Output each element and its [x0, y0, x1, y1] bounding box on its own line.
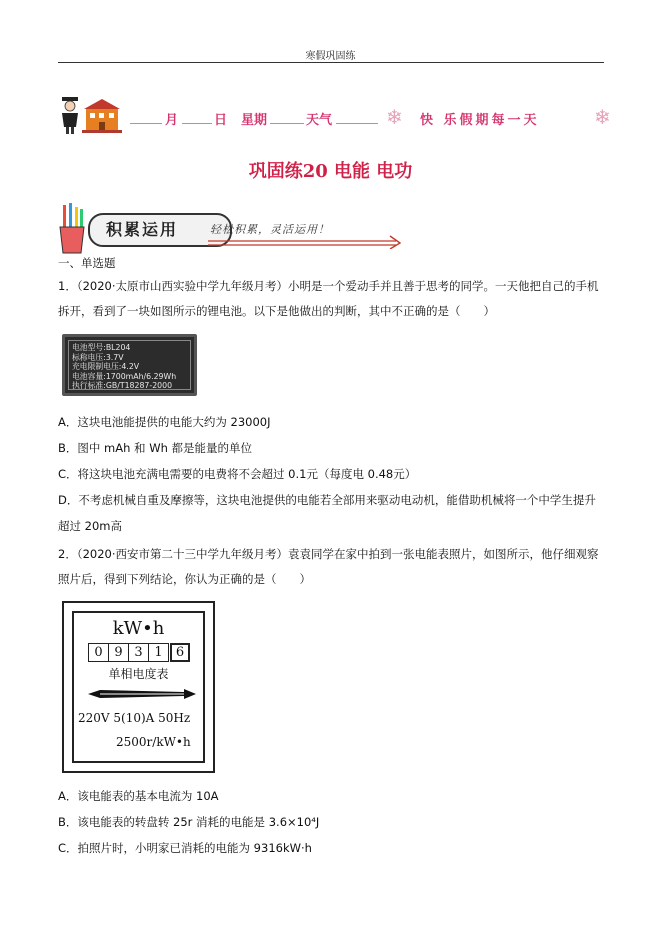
- q1-option-c: C．将这块电池充满电需要的电费将不会超过 0.1元（每度电 0.48元）: [58, 467, 417, 481]
- snowflake-icon: ❄: [386, 105, 403, 129]
- q2-stem-line2: 照片后，得到下列结论，你认为正确的是（ ）: [58, 572, 311, 586]
- holiday-slogan: 快 乐假期每一天: [420, 113, 540, 128]
- rotation-arrow-icon: [88, 687, 196, 701]
- battery-label-line: 执行标准:GB/T18287-2000: [72, 381, 173, 390]
- page-header: 寒假巩固练: [305, 51, 356, 62]
- meter-type: 单相电度表: [108, 667, 169, 681]
- q1-option-d-line2: 超过 20m高: [58, 519, 122, 533]
- q1-option-d-line1: D．不考虑机械自重及摩擦等，这块电池提供的电能若全部用来驱动电动机，能借助机械将一个中学生提升: [58, 493, 596, 507]
- meter-reading: [88, 643, 189, 662]
- q2-stem-line1: 2．（2020·西安市第二十三中学九年级月考）袁袁同学在家中拍到一张电能表照片，如图所示，他仔细观察: [58, 547, 599, 561]
- date-banner: [58, 95, 618, 139]
- weekday-blank: [270, 123, 304, 124]
- day-label: 日: [214, 113, 228, 128]
- meter-decimal-digit: 6: [170, 643, 190, 662]
- meter-digit: 0: [88, 643, 109, 662]
- school-building-icon: [82, 99, 122, 133]
- section-banner: [58, 203, 408, 255]
- pencil-cup-icon: [58, 203, 86, 255]
- battery-label-line: 标称电压:3.7V: [72, 352, 124, 362]
- weekday-label: 星期: [241, 113, 268, 128]
- battery-label-line: 电池容量:1700mAh/6.29Wh: [72, 371, 177, 381]
- q1-stem-line1: 1．（2020·太原市山西实验中学九年级月考）小明是一个爱动手并且善于思考的同学。一天他把自己的手机: [58, 279, 599, 293]
- weather-blank: [336, 123, 378, 124]
- month-label: 月: [165, 113, 179, 128]
- q2-option-c: C．拍照片时，小明家已消耗的电能为 9316kW·h: [58, 841, 312, 855]
- battery-label: [68, 340, 191, 390]
- battery-label-line: 电池型号:BL204: [72, 343, 131, 352]
- month-blank: [130, 123, 162, 124]
- meter-revolutions: 2500r/kW•h: [116, 735, 191, 749]
- section-title: 积累运用: [106, 220, 179, 239]
- arrow-underline-icon: [208, 235, 403, 249]
- q1-stem-line2: 拆开，看到了一块如图所示的锂电池。以下是他做出的判断，其中不正确的是（ ）: [58, 304, 495, 318]
- weather-label: 天气: [306, 113, 333, 128]
- page-title: 巩固练20 电能 电功: [248, 161, 413, 182]
- snowflake-icon: ❄: [594, 105, 611, 129]
- header-divider: [58, 62, 604, 63]
- q1-option-a: A．这块电池能提供的电能大约为 23000J: [58, 415, 271, 429]
- part-label: 一、单选题: [58, 256, 116, 270]
- battery-photo: [62, 334, 197, 396]
- meter-spec: 220V 5(10)A 50Hz: [78, 711, 191, 725]
- q1-option-b: B．图中 mAh 和 Wh 都是能量的单位: [58, 441, 253, 455]
- electric-meter-photo: [62, 601, 215, 773]
- q2-option-a: A．该电能表的基本电流为 10A: [58, 789, 219, 803]
- meter-digit: 9: [108, 643, 129, 662]
- meter-digit: 3: [128, 643, 149, 662]
- q2-option-b: B．该电能表的转盘转 25r 消耗的电能是 3.6×10⁴J: [58, 815, 320, 829]
- meter-unit: kW•h: [112, 618, 165, 639]
- section-motto: 轻松积累，灵活运用！: [210, 223, 330, 236]
- meter-face: [72, 611, 205, 763]
- graduate-icon: [58, 95, 82, 135]
- battery-label-line: 充电限制电压:4.2V: [72, 362, 140, 371]
- meter-digit: 1: [148, 643, 169, 662]
- day-blank: [182, 123, 212, 124]
